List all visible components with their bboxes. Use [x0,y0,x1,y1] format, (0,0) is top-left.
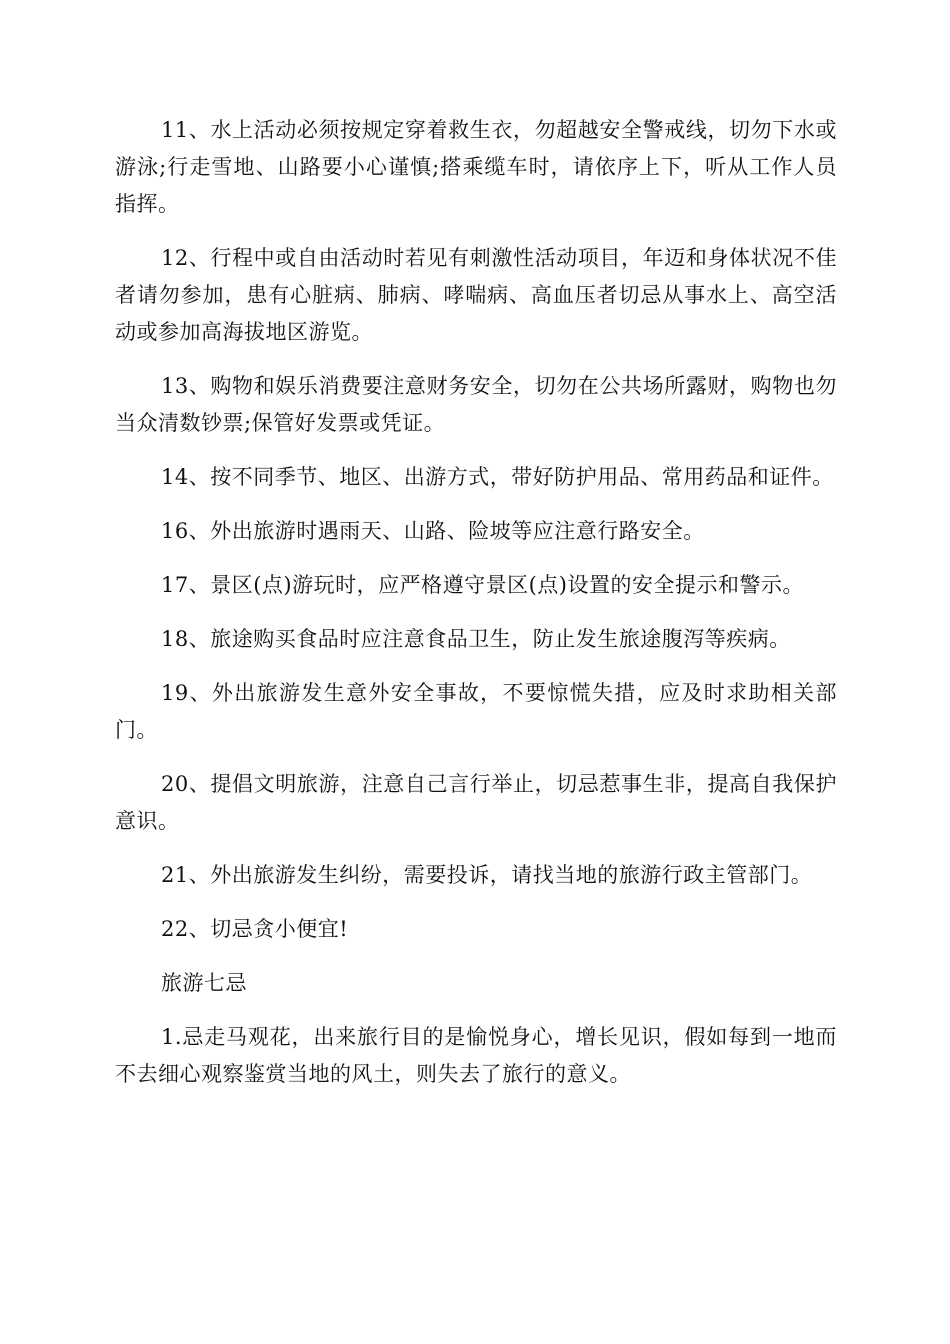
paragraph-item-13: 13、购物和娱乐消费要注意财务安全，切勿在公共场所露财，购物也勿当众清数钞票;保管好发票或凭证。 [115,374,837,435]
paragraph-item-17: 17、景区(点)游玩时，应严格遵守景区(点)设置的安全提示和警示。 [161,573,804,597]
paragraph-item-12: 12、行程中或自由活动时若见有刺激性活动项目，年迈和身体状况不佳者请勿参加，患有心脏病、肺病、哮喘病、高血压者切忌从事水上、高空活动或参加高海拔地区游览。 [115,246,837,344]
paragraph-item-taboo-1: 1.忌走马观花，出来旅行目的是愉悦身心，增长见识，假如每到一地而不去细心观察鉴赏当地的风土，则失去了旅行的意义。 [115,1025,837,1086]
paragraph-item-18: 18、旅途购买食品时应注意食品卫生，防止发生旅途腹泻等疾病。 [161,627,791,651]
paragraph-item-22: 22、切忌贪小便宜! [161,917,349,941]
paragraph-item-21: 21、外出旅游发生纠纷，需要投诉，请找当地的旅游行政主管部门。 [161,863,813,887]
document-body [115,112,837,1110]
paragraph-item-14: 14、按不同季节、地区、出游方式，带好防护用品、常用药品和证件。 [161,465,834,489]
paragraph-item-11: 11、水上活动必须按规定穿着救生衣，勿超越安全警戒线，切勿下水或游泳;行走雪地、山路要小心谨慎;搭乘缆车时，请依序上下，听从工作人员指挥。 [115,118,837,216]
section-heading: 旅游七忌 [161,971,247,995]
paragraph-item-16: 16、外出旅游时遇雨天、山路、险坡等应注意行路安全。 [161,519,705,543]
paragraph-item-20: 20、提倡文明旅游，注意自己言行举止，切忌惹事生非，提高自我保护意识。 [115,772,837,833]
paragraph-item-19: 19、外出旅游发生意外安全事故，不要惊慌失措，应及时求助相关部门。 [115,681,837,742]
